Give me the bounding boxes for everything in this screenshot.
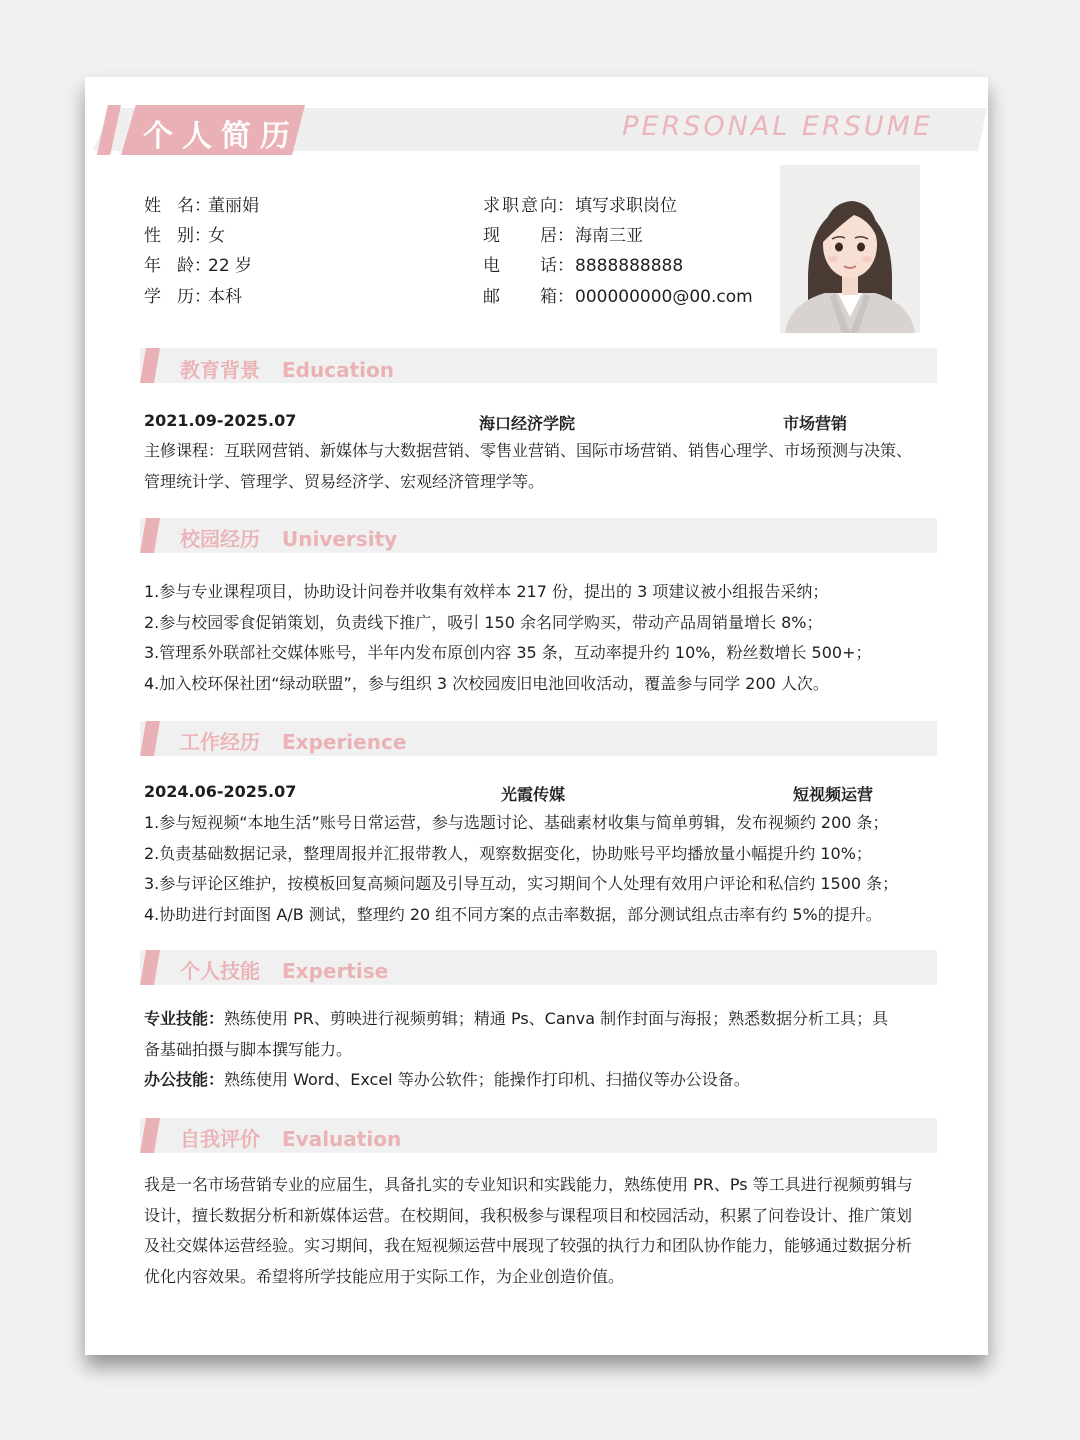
education-school: 海口经济学院 (479, 414, 576, 433)
education-title-en: Education (282, 358, 394, 382)
info-gender-value: 女 (208, 226, 225, 246)
work-role: 短视频运营 (793, 785, 874, 804)
skills-content (144, 1004, 944, 1096)
list-item: 4.协助进行封面图 A/B 测试，整理约 20 组不同方案的点击率数据，部分测试组点击率有约 5%的提升。 (144, 904, 882, 924)
skills-office-label: 办公技能： (144, 1070, 225, 1089)
education-period: 2021.09-2025.07 (144, 411, 297, 430)
info-phone-value: 8888888888 (575, 256, 684, 276)
skills-section-title (180, 955, 388, 984)
info-education-value: 本科 (208, 287, 242, 307)
info-gender: 性 别：女 (144, 221, 225, 246)
education-courses-line: 主修课程：互联网营销、新媒体与大数据营销、零售业营销、国际市场营销、销售心理学、市场预测与决策、 (144, 441, 913, 460)
info-phone-label: 电 话 (483, 256, 557, 276)
info-education-label: 学 历 (144, 287, 194, 307)
info-residence-label: 现 居 (483, 226, 557, 246)
education-major: 市场营销 (783, 414, 848, 433)
evaluation-title-cn: 自我评价 (180, 1127, 260, 1151)
info-name: 姓 名：董丽娟 (144, 191, 259, 216)
list-item: 4.加入校环保社团“绿动联盟”，参与组织 3 次校园废旧电池回收活动，覆盖参与同学 200 人次。 (144, 673, 829, 693)
evaluation-line: 我是一名市场营销专业的应届生，具备扎实的专业知识和实践能力，熟练使用 PR、Ps 等工具进行视频剪辑与 (144, 1175, 913, 1194)
skills-title-en: Expertise (282, 959, 389, 983)
evaluation-line: 及社交媒体运营经验。实习期间，我在短视频运营中展现了较强的执行力和团队协作能力，能够通过数据分析 (144, 1236, 913, 1255)
campus-section-title (180, 523, 397, 552)
info-education: 学 历：本科 (144, 282, 242, 307)
skills-pro-text: 熟练使用 PR、剪映进行视频剪辑；精通 Ps、Canva 制作封面与海报；熟悉数据分析工具；具 (224, 1009, 889, 1028)
info-intent-value: 填写求职岗位 (575, 196, 677, 216)
campus-list (144, 577, 944, 699)
avatar (780, 165, 920, 333)
info-intent: 求职意向：填写求职岗位 (483, 191, 677, 216)
skills-pro-line-2: 备基础拍摄与脚本撰写能力。 (144, 1039, 353, 1059)
skills-office-text: 熟练使用 Word、Excel 等办公软件；能操作打印机、扫描仪等办公设备。 (224, 1070, 750, 1089)
evaluation-section-title (180, 1123, 401, 1152)
resume-page (85, 77, 988, 1355)
list-item: 3.管理系外联部社交媒体账号，半年内发布原创内容 35 条，互动率提升约 10%，粉丝数增长 500+； (144, 643, 872, 662)
info-age-value: 22 岁 (208, 256, 253, 276)
work-section-title (180, 726, 406, 755)
list-item: 1.参与短视频“本地生活”账号日常运营，参与选题讨论、基础素材收集与简单剪辑，发布视频约 200 条； (144, 813, 889, 832)
page-title: 个人简历 (143, 119, 299, 154)
skills-pro-label: 专业技能： (144, 1009, 225, 1028)
work-company: 光霞传媒 (501, 785, 566, 804)
info-intent-label: 求职意向 (483, 196, 557, 216)
portrait-illustration (780, 165, 920, 333)
work-title-cn: 工作经历 (180, 730, 260, 754)
list-item: 2.负责基础数据记录，整理周报并汇报带教人，观察数据变化，协助账号平均播放量小幅提升约 10%； (144, 843, 872, 863)
info-age: 年 龄：22 岁 (144, 251, 252, 276)
info-name-value: 董丽娟 (208, 196, 259, 216)
info-phone: 电 话：8888888888 (483, 251, 683, 276)
skills-title-cn: 个人技能 (180, 959, 260, 983)
skills-office-line (144, 1065, 944, 1096)
page-title-english: PERSONAL ERSUME (622, 111, 933, 142)
evaluation-line: 设计，擅长数据分析和新媒体运营。在校期间，我积极参与课程项目和校园活动，积累了问卷设计、推广策划 (144, 1205, 913, 1225)
work-title-en: Experience (282, 730, 407, 754)
info-email: 邮 箱：000000000@00.com (483, 282, 753, 307)
info-gender-label: 性 别 (144, 226, 194, 246)
campus-title-en: University (282, 527, 398, 551)
evaluation-line: 优化内容效果。希望将所学技能应用于实际工作，为企业创造价值。 (144, 1266, 625, 1286)
education-courses-line: 管理统计学、管理学、贸易经济学、宏观经济管理学等。 (144, 471, 545, 491)
education-courses (144, 436, 944, 497)
info-email-value: 000000000@00.com (575, 287, 753, 307)
skills-pro-line (144, 1004, 944, 1035)
campus-title-cn: 校园经历 (180, 527, 260, 551)
education-section-title (180, 354, 394, 383)
info-residence-value: 海南三亚 (575, 226, 643, 246)
evaluation-text (144, 1170, 944, 1292)
info-residence: 现 居：海南三亚 (483, 221, 643, 246)
info-age-label: 年 龄 (144, 256, 194, 276)
evaluation-title-en: Evaluation (282, 1127, 402, 1151)
info-email-label: 邮 箱 (483, 287, 557, 307)
list-item: 3.参与评论区维护，按模板回复高频问题及引导互动，实习期间个人处理有效用户评论和私信约 1500 条； (144, 874, 899, 893)
info-name-label: 姓 名 (144, 196, 194, 216)
work-list (144, 808, 944, 930)
list-item: 2.参与校园零食促销策划，负责线下推广，吸引 150 余名同学购买，带动产品周销量增长 8%； (144, 612, 823, 632)
work-period: 2024.06-2025.07 (144, 782, 297, 801)
education-title-cn: 教育背景 (180, 358, 260, 382)
list-item: 1.参与专业课程项目，协助设计问卷并收集有效样本 217 份，提出的 3 项建议被小组报告采纳； (144, 582, 829, 601)
